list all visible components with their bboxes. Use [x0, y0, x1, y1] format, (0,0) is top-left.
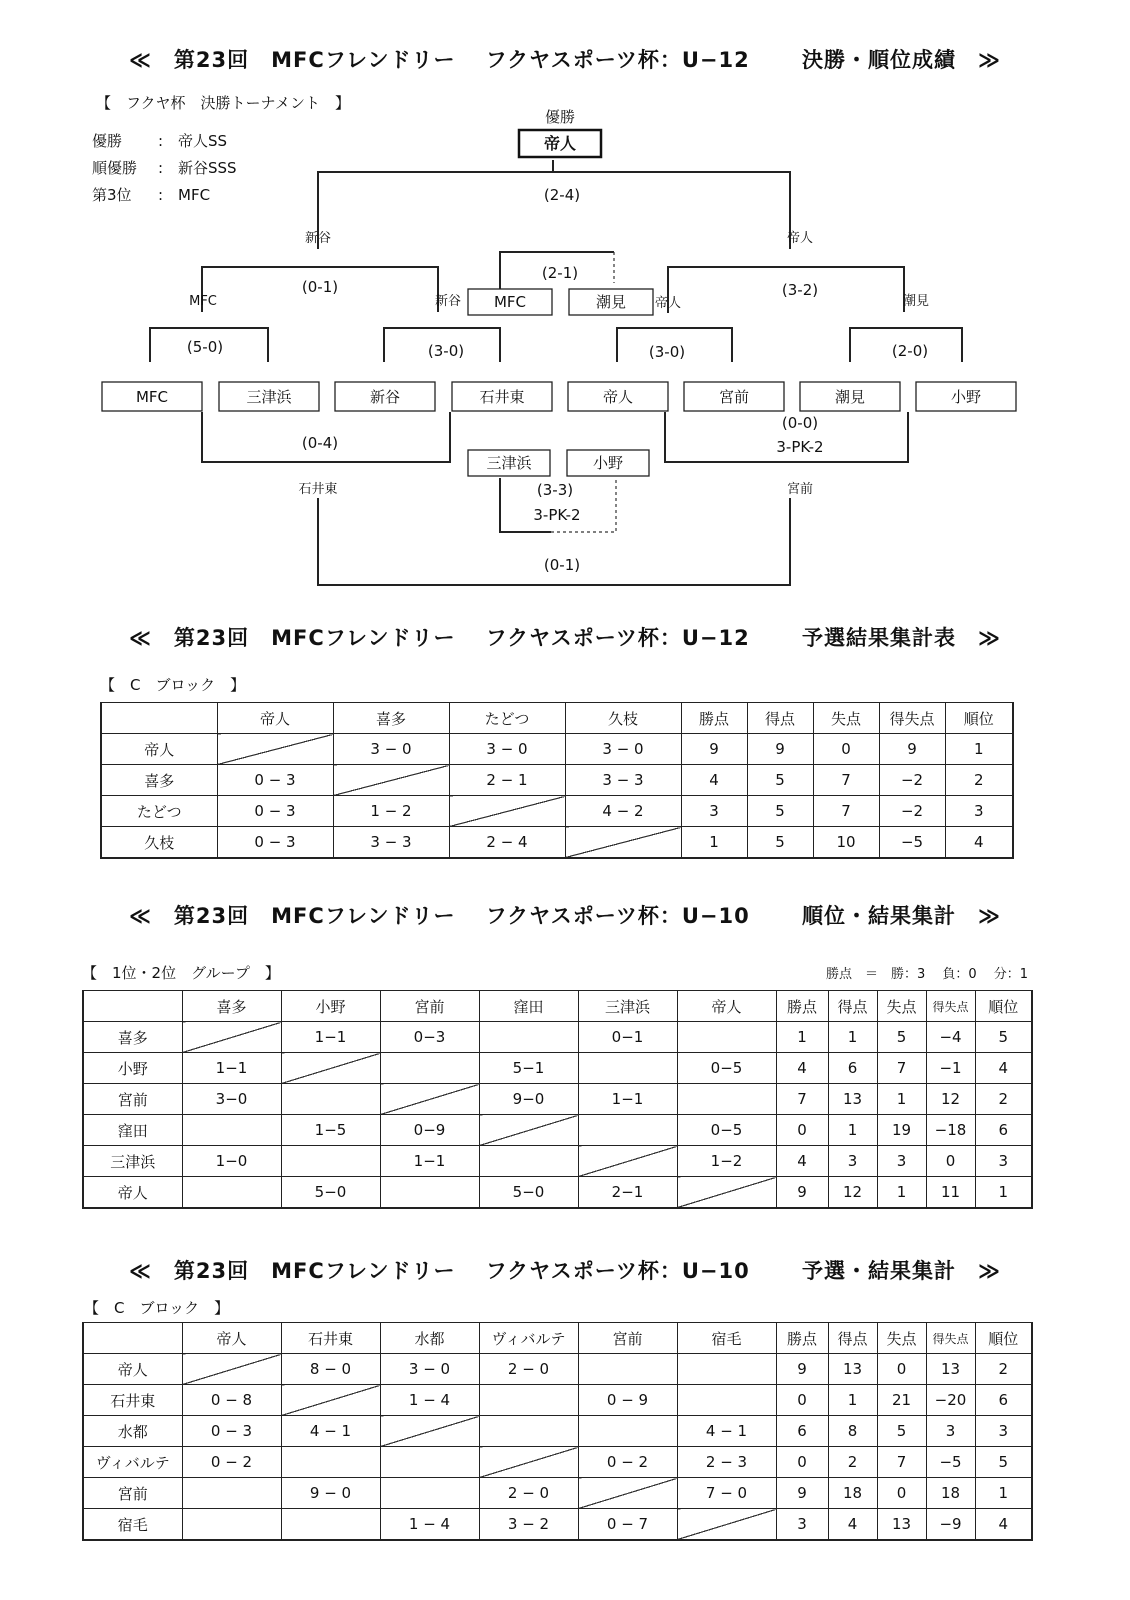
consolation-left: 三津浜: [486, 454, 532, 472]
header-cell: 喜多: [182, 991, 281, 1022]
result-cell: [479, 1416, 578, 1447]
result-cell: [479, 1447, 578, 1478]
header-cell: 宮前: [380, 991, 479, 1022]
result-cell: 7 − 0: [677, 1478, 776, 1509]
result-cell: [281, 1385, 380, 1416]
row-team-cell: ヴィバルテ: [83, 1447, 182, 1478]
result-cell: 3 − 0: [333, 734, 449, 765]
result-cell: 3 − 0: [380, 1354, 479, 1385]
row-team-cell: 帝人: [83, 1177, 182, 1209]
score-final: (2-4): [543, 186, 581, 204]
u12-block-label: 【 C ブロック 】: [100, 676, 246, 694]
table-row: [83, 1177, 1032, 1209]
bracket-heading: 【 フクヤ杯 決勝トーナメント 】: [96, 94, 350, 112]
u10-block-label: 【 C ブロック 】: [84, 1299, 230, 1317]
table-header-row: [83, 1323, 1032, 1354]
row-team-cell: 小野: [83, 1053, 182, 1084]
winner-r1a: MFC: [189, 294, 217, 309]
result-cell: 1: [975, 1177, 1032, 1209]
score-semi-right: (3-2): [781, 281, 819, 299]
header-cell: 勝点: [776, 991, 828, 1022]
result-cell: 1−0: [182, 1146, 281, 1177]
row-team-cell: 三津浜: [83, 1146, 182, 1177]
row-team-cell: たどつ: [101, 796, 217, 827]
result-cell: 1: [828, 1385, 877, 1416]
result-cell: 1: [828, 1115, 877, 1146]
row-team-cell: 久枝: [101, 827, 217, 859]
result-cell: 5: [877, 1022, 926, 1053]
result-cell: [380, 1447, 479, 1478]
header-cell: 窪田: [479, 991, 578, 1022]
result-cell: 7: [877, 1053, 926, 1084]
result-cell: 5−0: [479, 1177, 578, 1209]
result-cell: [565, 827, 681, 859]
result-cell: [182, 1509, 281, 1541]
winner-r1c: 帝人: [654, 296, 682, 311]
result-cell: [578, 1478, 677, 1509]
u10-prelim-table: [82, 1322, 1033, 1541]
result-cell: 12: [926, 1084, 975, 1115]
result-cell: 4 − 2: [565, 796, 681, 827]
result-cell: 1 − 4: [380, 1509, 479, 1541]
score-semi-left: (0-1): [301, 278, 339, 296]
header-cell: 失点: [877, 1323, 926, 1354]
champion-label: 優勝: [544, 108, 576, 126]
result-cell: [182, 1022, 281, 1053]
team-shiomi: 潮見: [834, 388, 866, 406]
row-team-cell: 喜多: [83, 1022, 182, 1053]
row-team-cell: 喜多: [101, 765, 217, 796]
final-title: ≪ 第23回 MFCフレンドリー フクヤスポーツ杯：U−12 決勝・順位成績 ≫: [128, 48, 1002, 72]
result-cell: 0−9: [380, 1115, 479, 1146]
header-cell: 得点: [828, 1323, 877, 1354]
header-cell: 失点: [877, 991, 926, 1022]
result-cell: 4: [975, 1509, 1032, 1541]
team-teijin: 帝人: [602, 388, 634, 406]
team-mfc: MFC: [135, 388, 169, 406]
result-cell: 4: [975, 1053, 1032, 1084]
result-cell: 0: [776, 1447, 828, 1478]
result-cell: 3: [975, 1416, 1032, 1447]
score-r1a: (5-0): [186, 338, 224, 356]
table-row: [83, 1084, 1032, 1115]
result-cell: 5: [975, 1022, 1032, 1053]
result-cell: −5: [879, 827, 945, 859]
result-cell: 1: [776, 1022, 828, 1053]
winner-left: 新谷: [304, 231, 332, 246]
winner-right: 帝人: [786, 231, 814, 246]
result-cell: 2 − 1: [449, 765, 565, 796]
result-cell: −18: [926, 1115, 975, 1146]
table-row: [83, 1115, 1032, 1146]
result-cell: [479, 1385, 578, 1416]
row-team-cell: 水都: [83, 1416, 182, 1447]
result-cell: 1−1: [380, 1146, 479, 1177]
result-cell: 8 − 0: [281, 1354, 380, 1385]
result-cell: [281, 1146, 380, 1177]
result-cell: [677, 1084, 776, 1115]
header-cell: 帝人: [182, 1323, 281, 1354]
consolation-right: 小野: [592, 454, 624, 472]
team-mitsuhama: 三津浜: [246, 388, 292, 406]
table-row: [101, 796, 1013, 827]
result-cell: 1: [975, 1478, 1032, 1509]
result-cell: [217, 734, 333, 765]
result-cell: 3 − 0: [565, 734, 681, 765]
result-cell: [677, 1177, 776, 1209]
result-cell: 0 − 3: [182, 1416, 281, 1447]
result-cell: [578, 1053, 677, 1084]
third-place-left: MFC: [493, 293, 527, 311]
result-cell: [677, 1385, 776, 1416]
result-cell: 5−0: [281, 1177, 380, 1209]
result-cell: 9: [776, 1354, 828, 1385]
result-cell: 0: [776, 1385, 828, 1416]
header-cell: 得失点: [926, 991, 975, 1022]
result-cell: [281, 1509, 380, 1541]
result-cell: 9: [879, 734, 945, 765]
u10-rank-title: ≪ 第23回 MFCフレンドリー フクヤスポーツ杯：U−10 順位・結果集計 ≫: [128, 904, 1002, 928]
result-cell: 0 − 3: [217, 827, 333, 859]
result-cell: [380, 1478, 479, 1509]
result-cell: [380, 1177, 479, 1209]
result-cell: 9 − 0: [281, 1478, 380, 1509]
table-header-row: [101, 703, 1013, 734]
result-cell: 13: [828, 1084, 877, 1115]
result-cell: 5: [747, 765, 813, 796]
result-cell: [677, 1022, 776, 1053]
header-cell: 喜多: [333, 703, 449, 734]
result-cell: [333, 765, 449, 796]
header-cell: ヴィバルテ: [479, 1323, 578, 1354]
result-cell: 4: [776, 1053, 828, 1084]
result-cell: [479, 1115, 578, 1146]
header-cell: 勝点: [776, 1323, 828, 1354]
result-cell: 4: [945, 827, 1013, 859]
result-cell: 6: [776, 1416, 828, 1447]
result-cell: 1−1: [281, 1022, 380, 1053]
loser-right-winner: 宮前: [786, 482, 814, 497]
result-cell: [281, 1053, 380, 1084]
result-cell: [479, 1022, 578, 1053]
result-cell: 3: [926, 1416, 975, 1447]
header-cell: 帝人: [677, 991, 776, 1022]
result-cell: 9: [747, 734, 813, 765]
score-consolation-pk: 3-PK-2: [533, 506, 581, 524]
result-cell: 5: [747, 827, 813, 859]
result-row-runner-up: 順優勝 : 新谷SSS: [92, 159, 237, 177]
table-row: [83, 1509, 1032, 1541]
header-cell: [83, 1323, 182, 1354]
result-cell: 3: [776, 1509, 828, 1541]
table-row: [83, 1146, 1032, 1177]
header-cell: 宿毛: [677, 1323, 776, 1354]
result-cell: [578, 1416, 677, 1447]
header-cell: 得点: [747, 703, 813, 734]
score-loser-right: (0-0): [781, 414, 819, 432]
result-cell: 6: [975, 1385, 1032, 1416]
result-cell: [182, 1177, 281, 1209]
header-cell: 得失点: [879, 703, 945, 734]
result-cell: [677, 1354, 776, 1385]
result-cell: 3 − 3: [333, 827, 449, 859]
table-row: [83, 1416, 1032, 1447]
result-cell: 1−1: [578, 1084, 677, 1115]
result-cell: 13: [877, 1509, 926, 1541]
header-cell: 水都: [380, 1323, 479, 1354]
score-bottom: (0-1): [543, 556, 581, 574]
result-cell: 21: [877, 1385, 926, 1416]
table-header-row: [83, 991, 1032, 1022]
header-cell: 小野: [281, 991, 380, 1022]
result-cell: 7: [877, 1447, 926, 1478]
result-cell: 3 − 0: [449, 734, 565, 765]
result-cell: 9: [776, 1177, 828, 1209]
result-cell: 3: [828, 1146, 877, 1177]
u12-results-table: [100, 702, 1014, 859]
header-cell: 失点: [813, 703, 879, 734]
result-cell: 6: [975, 1115, 1032, 1146]
result-cell: 0: [877, 1354, 926, 1385]
result-cell: 11: [926, 1177, 975, 1209]
table-row: [101, 734, 1013, 765]
result-cell: −2: [879, 796, 945, 827]
result-cell: 2: [975, 1354, 1032, 1385]
team-ono: 小野: [950, 388, 982, 406]
result-cell: −20: [926, 1385, 975, 1416]
result-cell: 1 − 2: [333, 796, 449, 827]
header-cell: 三津浜: [578, 991, 677, 1022]
result-cell: [281, 1084, 380, 1115]
result-cell: [182, 1478, 281, 1509]
row-team-cell: 宮前: [83, 1478, 182, 1509]
score-r1d: (2-0): [891, 342, 929, 360]
result-cell: 0−5: [677, 1115, 776, 1146]
result-cell: 5−1: [479, 1053, 578, 1084]
score-loser-left: (0-4): [301, 434, 339, 452]
result-cell: 0 − 3: [217, 796, 333, 827]
result-cell: 0 − 2: [182, 1447, 281, 1478]
result-cell: 1: [877, 1084, 926, 1115]
result-cell: 2: [975, 1084, 1032, 1115]
result-cell: 0 − 7: [578, 1509, 677, 1541]
result-cell: −4: [926, 1022, 975, 1053]
table-row: [83, 1385, 1032, 1416]
table-row: [101, 827, 1013, 859]
result-cell: 2 − 0: [479, 1354, 578, 1385]
result-cell: 1: [877, 1177, 926, 1209]
result-cell: [578, 1146, 677, 1177]
team-miyamae: 宮前: [718, 388, 750, 406]
result-cell: 1: [945, 734, 1013, 765]
result-cell: [578, 1354, 677, 1385]
result-cell: 5: [747, 796, 813, 827]
table-row: [101, 765, 1013, 796]
result-cell: 1−1: [182, 1053, 281, 1084]
header-cell: 久枝: [565, 703, 681, 734]
result-cell: 4 − 1: [281, 1416, 380, 1447]
result-cell: [380, 1084, 479, 1115]
result-cell: [281, 1447, 380, 1478]
row-team-cell: 宮前: [83, 1084, 182, 1115]
team-shintani: 新谷: [369, 388, 401, 406]
result-cell: 9: [681, 734, 747, 765]
result-cell: 2: [828, 1447, 877, 1478]
result-row-third: 第3位 : MFC: [92, 186, 211, 204]
result-cell: [677, 1509, 776, 1541]
result-cell: 2−1: [578, 1177, 677, 1209]
score-loser-right-pk: 3-PK-2: [776, 438, 824, 456]
result-cell: 0: [776, 1115, 828, 1146]
result-cell: 7: [813, 796, 879, 827]
result-cell: 18: [926, 1478, 975, 1509]
header-cell: 帝人: [217, 703, 333, 734]
row-team-cell: 宿毛: [83, 1509, 182, 1541]
table-row: [83, 1478, 1032, 1509]
row-team-cell: 窪田: [83, 1115, 182, 1146]
result-cell: 4: [828, 1509, 877, 1541]
result-cell: 1: [681, 827, 747, 859]
champion-team: 帝人: [543, 134, 577, 153]
result-cell: [182, 1115, 281, 1146]
result-cell: 2 − 0: [479, 1478, 578, 1509]
header-cell: 順位: [975, 1323, 1032, 1354]
row-team-cell: 石井東: [83, 1385, 182, 1416]
result-cell: [449, 796, 565, 827]
loser-left-winner: 石井東: [298, 482, 338, 497]
score-r1c: (3-0): [648, 343, 686, 361]
result-cell: 0−1: [578, 1022, 677, 1053]
header-cell: 勝点: [681, 703, 747, 734]
result-cell: −1: [926, 1053, 975, 1084]
result-cell: 3: [945, 796, 1013, 827]
result-cell: 3: [681, 796, 747, 827]
result-cell: 2 − 4: [449, 827, 565, 859]
result-cell: [479, 1146, 578, 1177]
header-cell: 得失点: [926, 1323, 975, 1354]
result-cell: 9: [776, 1478, 828, 1509]
result-cell: 0: [877, 1478, 926, 1509]
result-cell: 13: [926, 1354, 975, 1385]
result-cell: 5: [975, 1447, 1032, 1478]
result-cell: 0−5: [677, 1053, 776, 1084]
tournament-bracket: [0, 0, 1130, 600]
result-cell: [380, 1053, 479, 1084]
result-cell: 3 − 3: [565, 765, 681, 796]
result-cell: 1−5: [281, 1115, 380, 1146]
third-place-right: 潮見: [595, 293, 627, 311]
points-note: 勝点 ＝ 勝：3 負：0 分：1: [826, 967, 1029, 982]
result-cell: 8: [828, 1416, 877, 1447]
table-row: [83, 1022, 1032, 1053]
header-cell: 順位: [975, 991, 1032, 1022]
score-r1b: (3-0): [427, 342, 465, 360]
result-cell: −5: [926, 1447, 975, 1478]
table-row: [83, 1447, 1032, 1478]
result-cell: 10: [813, 827, 879, 859]
u10-rank-table: [82, 990, 1033, 1209]
result-cell: 3 − 2: [479, 1509, 578, 1541]
result-cell: 9−0: [479, 1084, 578, 1115]
u12-prelim-title: ≪ 第23回 MFCフレンドリー フクヤスポーツ杯：U−12 予選結果集計表 ≫: [128, 626, 1002, 650]
winner-r1b: 新谷: [434, 294, 462, 309]
result-cell: [380, 1416, 479, 1447]
result-cell: 3: [975, 1146, 1032, 1177]
result-cell: 3−0: [182, 1084, 281, 1115]
result-cell: 3: [877, 1146, 926, 1177]
row-team-cell: 帝人: [83, 1354, 182, 1385]
result-cell: 7: [813, 765, 879, 796]
header-cell: 宮前: [578, 1323, 677, 1354]
result-cell: 4 − 1: [677, 1416, 776, 1447]
score-consolation: (3-3): [536, 481, 574, 499]
result-cell: 1−2: [677, 1146, 776, 1177]
result-row-champion: 優勝 : 帝人SS: [92, 132, 228, 150]
result-cell: 12: [828, 1177, 877, 1209]
result-cell: 2 − 3: [677, 1447, 776, 1478]
result-cell: 0: [926, 1146, 975, 1177]
header-cell: [101, 703, 217, 734]
u10-group-label: 【 1位・2位 グループ 】: [82, 964, 280, 982]
result-cell: 0 − 3: [217, 765, 333, 796]
row-team-cell: 帝人: [101, 734, 217, 765]
result-cell: 18: [828, 1478, 877, 1509]
team-ishiihigashi: 石井東: [479, 388, 525, 406]
result-cell: −2: [879, 765, 945, 796]
result-cell: 13: [828, 1354, 877, 1385]
result-cell: [578, 1115, 677, 1146]
header-cell: 順位: [945, 703, 1013, 734]
result-cell: 0 − 9: [578, 1385, 677, 1416]
score-third: (2-1): [541, 264, 579, 282]
result-cell: 4: [776, 1146, 828, 1177]
winner-r1d: 潮見: [902, 294, 930, 309]
header-cell: 石井東: [281, 1323, 380, 1354]
result-cell: 1 − 4: [380, 1385, 479, 1416]
u10-prelim-title: ≪ 第23回 MFCフレンドリー フクヤスポーツ杯：U−10 予選・結果集計 ≫: [128, 1259, 1002, 1283]
table-row: [83, 1354, 1032, 1385]
table-row: [83, 1053, 1032, 1084]
result-cell: 0: [813, 734, 879, 765]
result-cell: −9: [926, 1509, 975, 1541]
result-cell: 0−3: [380, 1022, 479, 1053]
result-cell: 6: [828, 1053, 877, 1084]
result-cell: 4: [681, 765, 747, 796]
header-cell: 得点: [828, 991, 877, 1022]
result-cell: 0 − 2: [578, 1447, 677, 1478]
result-cell: 0 − 8: [182, 1385, 281, 1416]
header-cell: [83, 991, 182, 1022]
result-cell: 5: [877, 1416, 926, 1447]
result-cell: 1: [828, 1022, 877, 1053]
result-cell: 2: [945, 765, 1013, 796]
result-cell: 7: [776, 1084, 828, 1115]
result-cell: 19: [877, 1115, 926, 1146]
header-cell: たどつ: [449, 703, 565, 734]
result-cell: [182, 1354, 281, 1385]
